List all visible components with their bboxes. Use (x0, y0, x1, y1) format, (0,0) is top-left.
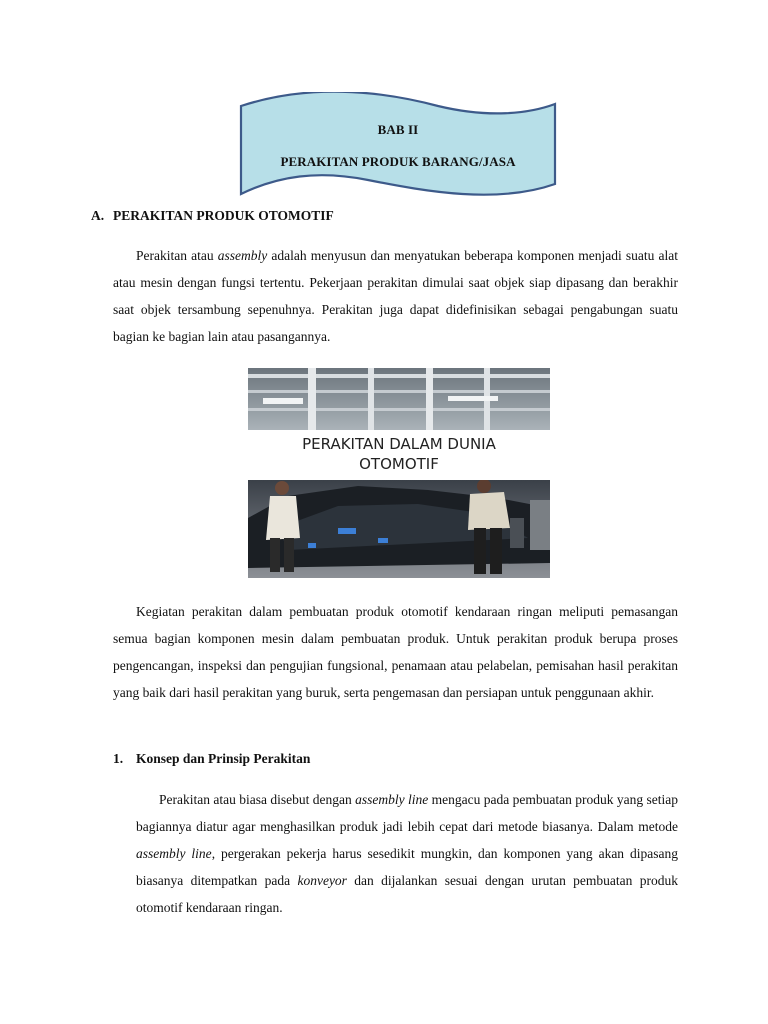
paragraph-text: adalah menyusun dan menyatukan beberapa komponen menjadi suatu alat atau mesin dengan fungsi tertentu. Pekerjaan perakitan dimulai saat objek siap dipasang dan berakhir saat objek tersambung sepenuhnya. Perakitan juga dapat didefinisikan sebagai pengabungan suatu bagian ke bagian lain atau pasangannya. (113, 248, 679, 344)
italic-term: assembly line (355, 792, 429, 807)
chapter-number: BAB II (377, 122, 419, 137)
section-heading (91, 208, 334, 224)
paragraph-definition (113, 242, 678, 350)
wave-banner-shape (238, 92, 558, 200)
paragraph-activities (113, 598, 678, 706)
section-marker: A. (91, 208, 105, 223)
chapter-banner (238, 92, 558, 200)
paragraph-concept (136, 786, 678, 921)
paragraph-text: mengacu pada pembuatan produk yang setiap bagiannya diatur agar menghasilkan produk jadi lebih cepat dari metode biasanya. Dalam metode (136, 792, 678, 834)
italic-term: assembly (217, 248, 268, 263)
paragraph-text: Kegiatan perakitan dalam pembuatan produk otomotif kendaraan ringan meliputi pemasangan semua bagian komponen mesin dalam pembuatan produk. Untuk perakitan produk berupa proses pengencangan, inspeksi dan pengujian fungsional, penamaan atau pelabelan, pemisahan hasil perakitan yang baik dari hasil perakitan yang buruk, serta pengemasan dan persiapan untuk penggunaan akhir. (113, 604, 678, 700)
italic-term: konveyor (297, 873, 347, 888)
subsection-marker: 1. (113, 751, 124, 766)
caption-line-1: PERAKITAN DALAM DUNIA (302, 435, 496, 453)
photo-caption (248, 430, 550, 480)
paragraph-text: Perakitan atau (136, 248, 218, 263)
italic-term: assembly line (136, 846, 212, 861)
section-title: PERAKITAN PRODUK OTOMOTIF (113, 208, 334, 223)
assembly-photo (248, 368, 550, 578)
paragraph-text: dan dijalankan sesuai dengan urutan pembuatan produk otomotif kendaraan ringan. (136, 873, 678, 915)
subsection-heading (113, 751, 310, 767)
subsection-title: Konsep dan Prinsip Perakitan (136, 751, 311, 766)
paragraph-text: Perakitan atau biasa disebut dengan (159, 792, 356, 807)
chapter-title: PERAKITAN PRODUK BARANG/JASA (280, 154, 516, 169)
paragraph-text: , pergerakan pekerja harus sesedikit mungkin, dan komponen yang akan dipasang biasanya ditempatkan pada (136, 846, 678, 888)
caption-line-2: OTOMOTIF (359, 455, 439, 473)
